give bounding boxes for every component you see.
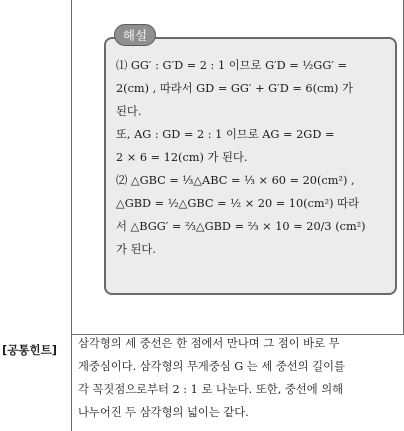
solution-line: 서 △BGG′ = ⅔△GBD = ⅔ × 10 = 20/3 (cm²) (116, 220, 366, 233)
solution-line: ⑵ △GBC = ⅓△ABC = ⅓ × 60 = 20(cm²) , (116, 174, 355, 187)
hint-text (78, 332, 398, 424)
solution-line: △GBD = ½△GBC = ½ × 20 = 10(cm²) 따라 (116, 197, 359, 210)
solution-line: 가 된다. (116, 243, 156, 256)
hint-line: 나누어진 두 삼각형의 넓이는 같다. (78, 406, 249, 419)
solution-line: 또, AG : GD = 2 : 1 이므로 AG = 2GD = (116, 128, 335, 141)
hint-line: 게중심이다. 삼각형의 무게중심 G 는 세 중선의 길이를 (78, 360, 345, 373)
hint-line: 각 꼭짓점으로부터 2 : 1 로 나눈다. 또한, 중선에 의해 (78, 383, 344, 396)
solution-line: 2(cm) , 따라서 GD = GG′ + G′D = 6(cm) 가 (116, 82, 353, 95)
solution-line: 2 × 6 = 12(cm) 가 된다. (116, 151, 248, 164)
solution-line: ⑴ GG′ : G′D = 2 : 1 이므로 G′D = ½GG′ = (116, 59, 347, 72)
hint-label: [공통힌트] (2, 343, 57, 357)
solution-line: 된다. (116, 105, 142, 118)
solution-text (116, 54, 392, 261)
left-border-line (71, 0, 72, 431)
solution-badge: 해설 (114, 24, 156, 46)
hint-line: 삼각형의 세 중선은 한 점에서 만나며 그 점이 바로 무 (78, 337, 340, 350)
